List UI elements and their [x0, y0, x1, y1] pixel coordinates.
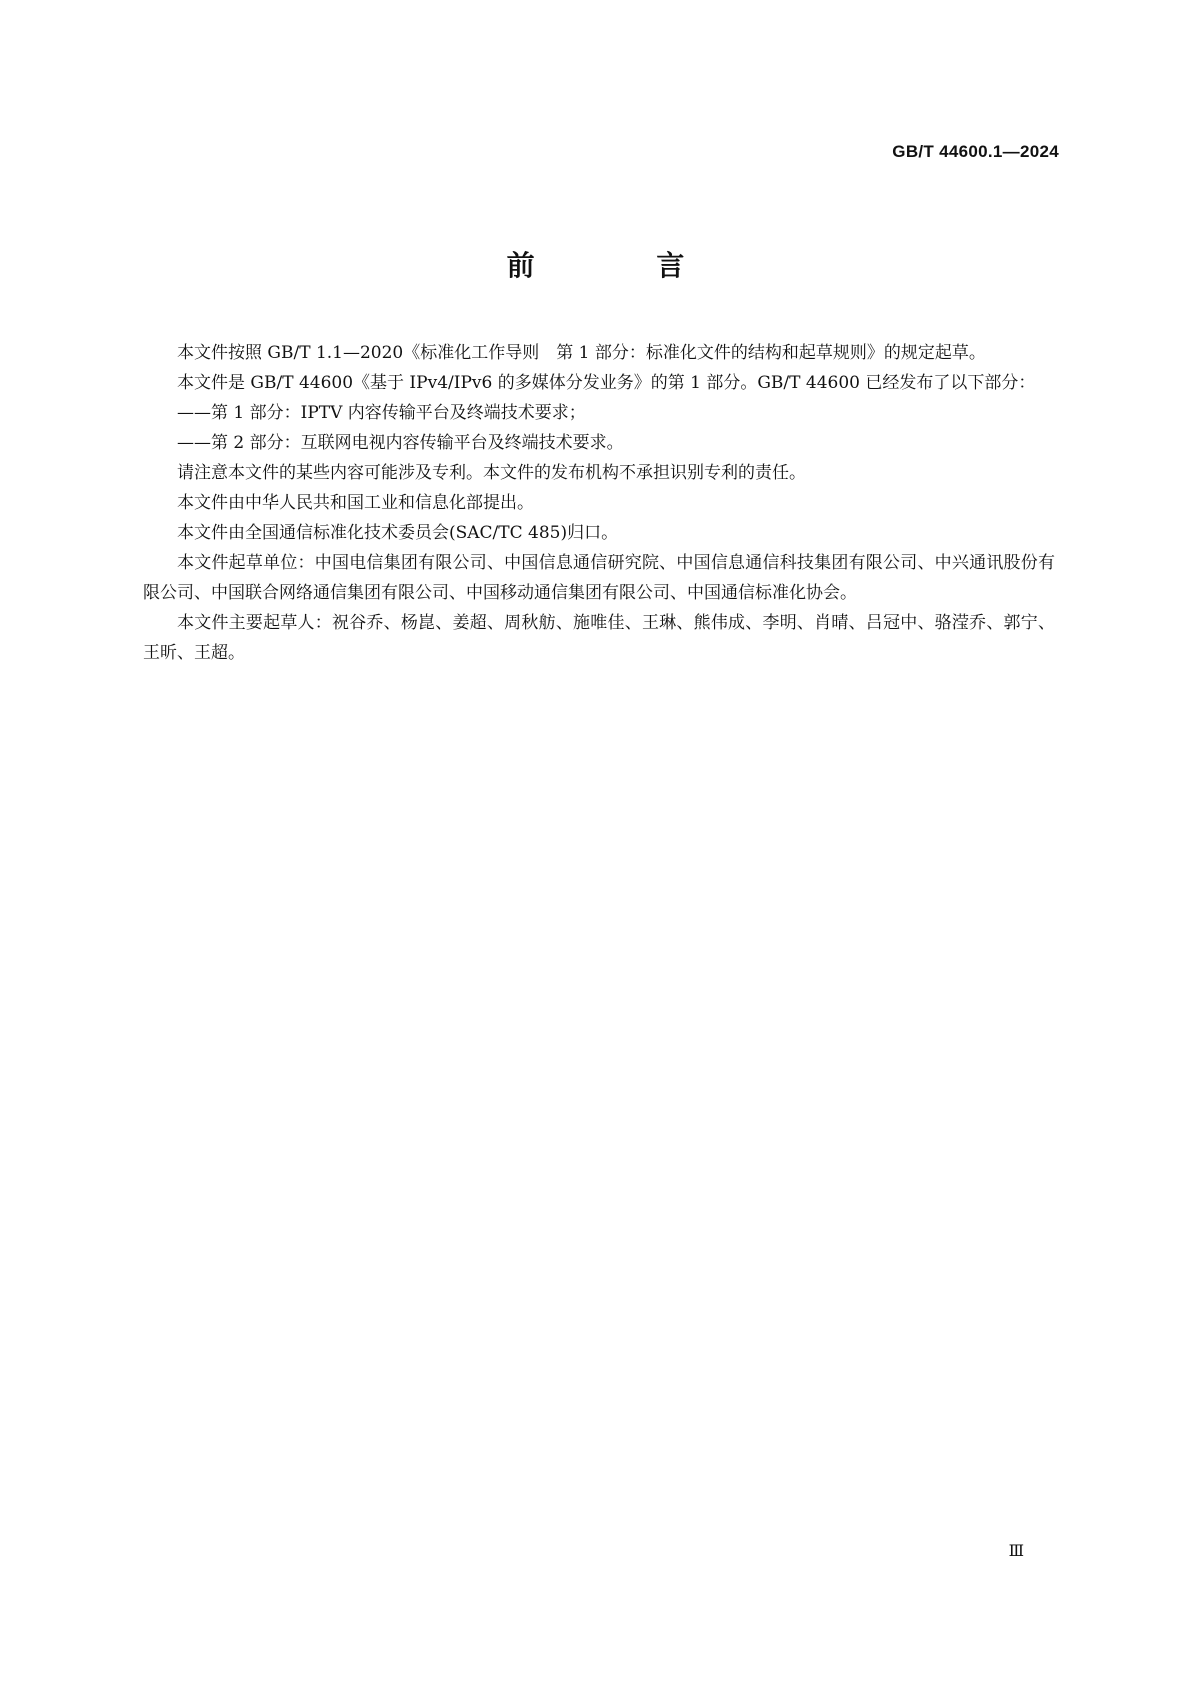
paragraph-proposer: 本文件由中华人民共和国工业和信息化部提出。 [177, 493, 534, 513]
document-body [143, 338, 1055, 668]
paragraph-committee: 本文件由全国通信标准化技术委员会(SAC/TC 485)归口。 [177, 523, 619, 543]
paragraph-drafting-basis: 本文件按照 GB/T 1.1—2020《标准化工作导则 第 1 部分：标准化文件的结构和起草规则》的规定起草。 [177, 343, 986, 363]
paragraph-drafting-units: 本文件起草单位：中国电信集团有限公司、中国信息通信研究院、中国信息通信科技集团有限公司、中兴通讯股份有限公司、中国联合网络通信集团有限公司、中国移动通信集团有限公司、中国通信标准化协会。 [143, 553, 1055, 603]
list-item-part-2: ——第 2 部分：互联网电视内容传输平台及终端技术要求。 [177, 433, 624, 453]
standard-number: GB/T 44600.1—2024 [892, 142, 1059, 161]
page-number: Ⅲ [1008, 1541, 1024, 1560]
list-item-part-1: ——第 1 部分：IPTV 内容传输平台及终端技术要求； [177, 403, 586, 423]
paragraph-patent-notice: 请注意本文件的某些内容可能涉及专利。本文件的发布机构不承担识别专利的责任。 [177, 463, 806, 483]
paragraph-drafters: 本文件主要起草人：祝谷乔、杨崑、姜超、周秋舫、施唯佳、王琳、熊伟成、李明、肖晴、吕冠中、骆滢乔、郭宁、王昕、王超。 [143, 613, 1055, 663]
page-title: 前 言 [506, 249, 741, 282]
paragraph-series-info: 本文件是 GB/T 44600《基于 IPv4/IPv6 的多媒体分发业务》的第 1 部分。GB/T 44600 已经发布了以下部分： [177, 373, 1036, 393]
